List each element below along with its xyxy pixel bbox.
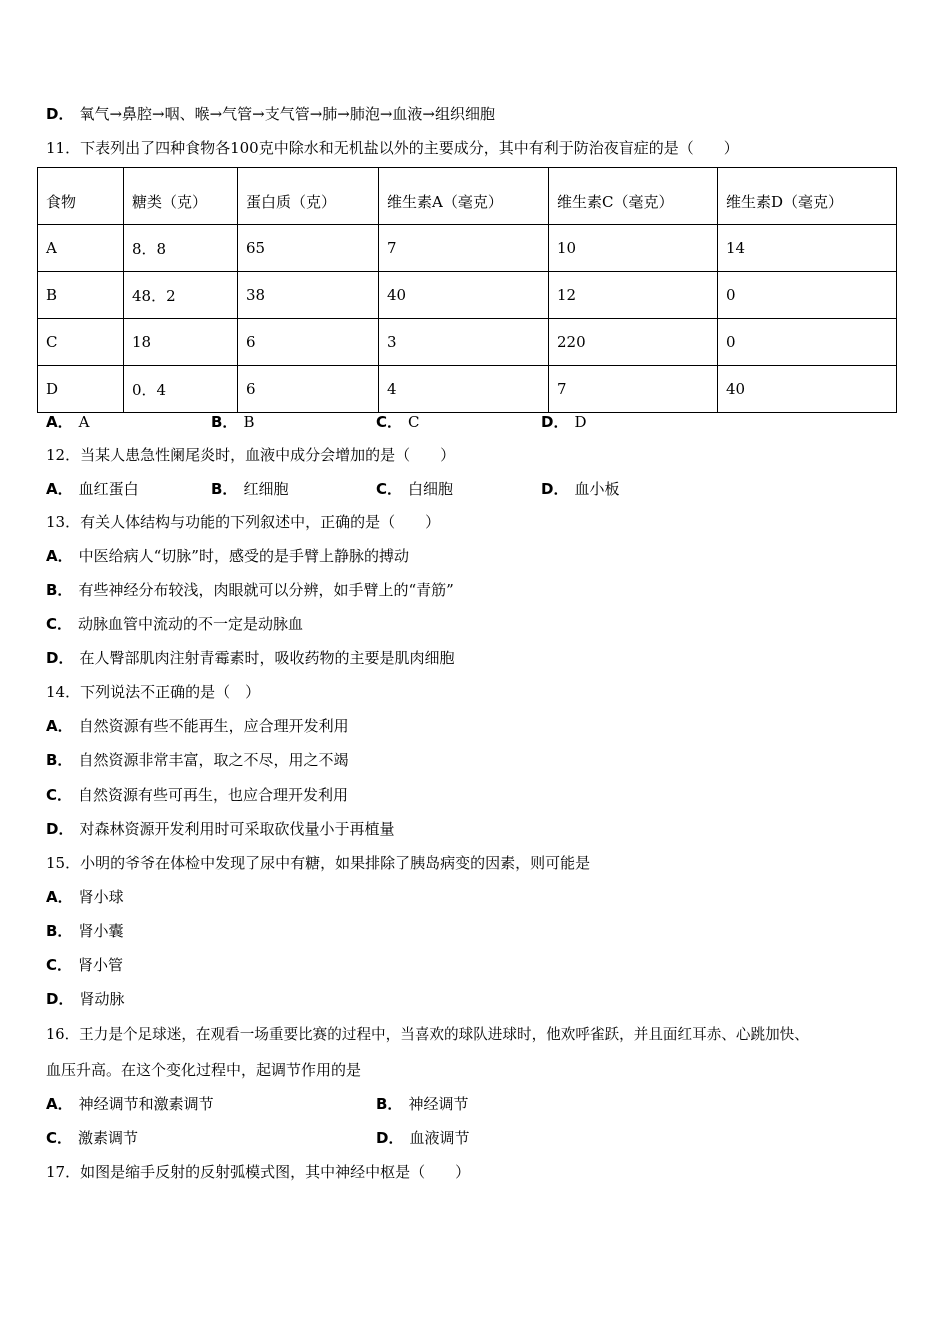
option-text: 肾小球 <box>78 888 124 906</box>
option-label: B． <box>376 1095 403 1113</box>
option-d[interactable] <box>46 818 394 839</box>
q14-stem: 14．下列说法不正确的是（ ） <box>46 683 261 701</box>
table-row <box>38 319 897 366</box>
table-header-cell: 维生素D（毫克） <box>718 168 897 225</box>
table-header-cell: 食物 <box>38 168 124 225</box>
q16-stem-line2: 血压升高。在这个变化过程中，起调节作用的是 <box>46 1061 362 1079</box>
option-label: C． <box>46 786 73 804</box>
option-text: 肾动脉 <box>79 990 125 1008</box>
q11-options <box>46 411 586 432</box>
option-label: D． <box>541 413 569 431</box>
option-text: 自然资源有些不能再生，应合理开发利用 <box>78 717 349 735</box>
option-text: 血小板 <box>574 480 620 498</box>
table-cell: 40 <box>379 272 549 319</box>
option-label: D． <box>46 820 74 838</box>
option-label: A． <box>46 547 73 565</box>
q16-options-row2 <box>46 1127 469 1148</box>
option-d[interactable] <box>541 411 586 432</box>
option-c[interactable] <box>46 954 123 975</box>
option-label: D． <box>541 480 569 498</box>
option-label: A． <box>46 413 73 431</box>
option-text: 中医给病人“切脉”时，感受的是手臂上静脉的搏动 <box>78 547 409 565</box>
table-row <box>38 366 897 413</box>
option-label: C． <box>46 956 73 974</box>
option-text: 激素调节 <box>78 1129 139 1147</box>
option-a[interactable] <box>46 478 211 499</box>
option-b[interactable] <box>211 478 376 499</box>
option-text: 白细胞 <box>408 480 454 498</box>
option-c[interactable] <box>46 784 348 805</box>
option-label: B． <box>211 480 238 498</box>
option-a[interactable] <box>46 715 349 736</box>
table-cell: 3 <box>379 319 549 366</box>
table-row <box>38 225 897 272</box>
option-text: 在人臀部肌肉注射青霉素时，吸收药物的主要是肌肉细胞 <box>79 649 455 667</box>
table-cell: 6 <box>238 366 379 413</box>
option-text: 对森林资源开发利用时可采取砍伐量小于再植量 <box>79 820 395 838</box>
option-text: 血液调节 <box>409 1129 470 1147</box>
option-label: D． <box>376 1129 404 1147</box>
table-cell: 7 <box>379 225 549 272</box>
option-text: 自然资源非常丰富，取之不尽，用之不竭 <box>78 751 349 769</box>
option-label: C． <box>46 1129 73 1147</box>
table-cell: 18 <box>124 319 238 366</box>
option-text: 血红蛋白 <box>78 480 139 498</box>
q12-options <box>46 478 619 499</box>
option-text: 有些神经分布较浅，肉眼就可以分辨，如手臂上的“青筋” <box>78 581 454 599</box>
option-label: A． <box>46 1095 73 1113</box>
option-label: A． <box>46 888 73 906</box>
option-d[interactable] <box>541 478 619 499</box>
table-header-row <box>38 168 897 225</box>
table-cell: A <box>38 225 124 272</box>
nutrition-table <box>37 167 897 413</box>
table-cell: 0 <box>718 272 897 319</box>
table-cell: 48．2 <box>124 272 238 319</box>
option-b[interactable] <box>46 920 123 941</box>
table-cell: 14 <box>718 225 897 272</box>
table-cell: 12 <box>549 272 718 319</box>
table-cell: 0 <box>718 319 897 366</box>
option-text: 自然资源有些可再生，也应合理开发利用 <box>78 786 349 804</box>
table-cell: C <box>38 319 124 366</box>
option-text: A <box>78 413 90 431</box>
table-cell: 8．8 <box>124 225 238 272</box>
option-a[interactable] <box>46 886 124 907</box>
q13-stem: 13．有关人体结构与功能的下列叙述中，正确的是（ ） <box>46 513 441 531</box>
option-label: C． <box>376 480 403 498</box>
table-header-cell: 糖类（克） <box>124 168 238 225</box>
option-label: D． <box>46 649 74 667</box>
option-text: 氧气→鼻腔→咽、喉→气管→支气管→肺→肺泡→血液→组织细胞 <box>79 105 496 123</box>
option-text: 神经调节和激素调节 <box>78 1095 214 1113</box>
q12-stem: 12．当某人患急性阑尾炎时，血液中成分会增加的是（ ） <box>46 446 456 464</box>
option-text: 动脉血管中流动的不一定是动脉血 <box>78 615 304 633</box>
option-text: 红细胞 <box>243 480 289 498</box>
table-cell: 65 <box>238 225 379 272</box>
option-text: D <box>574 413 587 431</box>
option-label: B． <box>211 413 238 431</box>
table-header-cell: 维生素A（毫克） <box>379 168 549 225</box>
option-a[interactable] <box>46 545 409 566</box>
option-c[interactable] <box>46 1127 376 1148</box>
option-label: B． <box>46 581 73 599</box>
q16-stem-line1: 16．王力是个足球迷，在观看一场重要比赛的过程中，当喜欢的球队进球时，他欢呼雀跃，并且面红耳赤、心跳加快、 <box>46 1026 809 1043</box>
table-cell: 220 <box>549 319 718 366</box>
option-label: D． <box>46 990 74 1008</box>
option-label: B． <box>46 751 73 769</box>
option-d[interactable] <box>46 988 124 1009</box>
table-cell: D <box>38 366 124 413</box>
option-d[interactable] <box>376 1127 469 1148</box>
option-label: A． <box>46 717 73 735</box>
option-b[interactable] <box>46 749 348 770</box>
option-d[interactable] <box>46 647 454 668</box>
option-text: B <box>243 413 255 431</box>
q15-stem: 15．小明的爷爷在体检中发现了尿中有糖，如果排除了胰岛病变的因素，则可能是 <box>46 854 591 872</box>
option-text: 肾小囊 <box>78 922 124 940</box>
option-label: A． <box>46 480 73 498</box>
table-cell: B <box>38 272 124 319</box>
option-b[interactable] <box>211 411 376 432</box>
table-row <box>38 272 897 319</box>
option-label: C． <box>376 413 403 431</box>
option-c[interactable] <box>376 411 541 432</box>
table-header-cell: 维生素C（毫克） <box>549 168 718 225</box>
q10-option-d <box>46 103 495 124</box>
table-cell: 40 <box>718 366 897 413</box>
q11-stem: 11．下表列出了四种食物各100克中除水和无机盐以外的主要成分，其中有利于防治夜盲症的是（ ） <box>46 139 739 157</box>
option-c[interactable] <box>46 613 303 634</box>
option-label: D． <box>46 105 74 123</box>
option-label: B． <box>46 922 73 940</box>
q16-options-row1 <box>46 1093 468 1114</box>
option-a[interactable] <box>46 411 211 432</box>
table-cell: 38 <box>238 272 379 319</box>
table-cell: 10 <box>549 225 718 272</box>
table-cell: 4 <box>379 366 549 413</box>
option-c[interactable] <box>376 478 541 499</box>
q17-stem: 17．如图是缩手反射的反射弧模式图，其中神经中枢是（ ） <box>46 1163 471 1181</box>
table-cell: 6 <box>238 319 379 366</box>
table-cell: 7 <box>549 366 718 413</box>
option-text: 肾小管 <box>78 956 124 974</box>
table-header-cell: 蛋白质（克） <box>238 168 379 225</box>
option-label: C． <box>46 615 73 633</box>
option-b[interactable] <box>46 579 454 600</box>
option-text: 神经调节 <box>408 1095 469 1113</box>
option-b[interactable] <box>376 1093 468 1114</box>
option-text: C <box>408 413 420 431</box>
option-a[interactable] <box>46 1093 376 1114</box>
table-cell: 0．4 <box>124 366 238 413</box>
